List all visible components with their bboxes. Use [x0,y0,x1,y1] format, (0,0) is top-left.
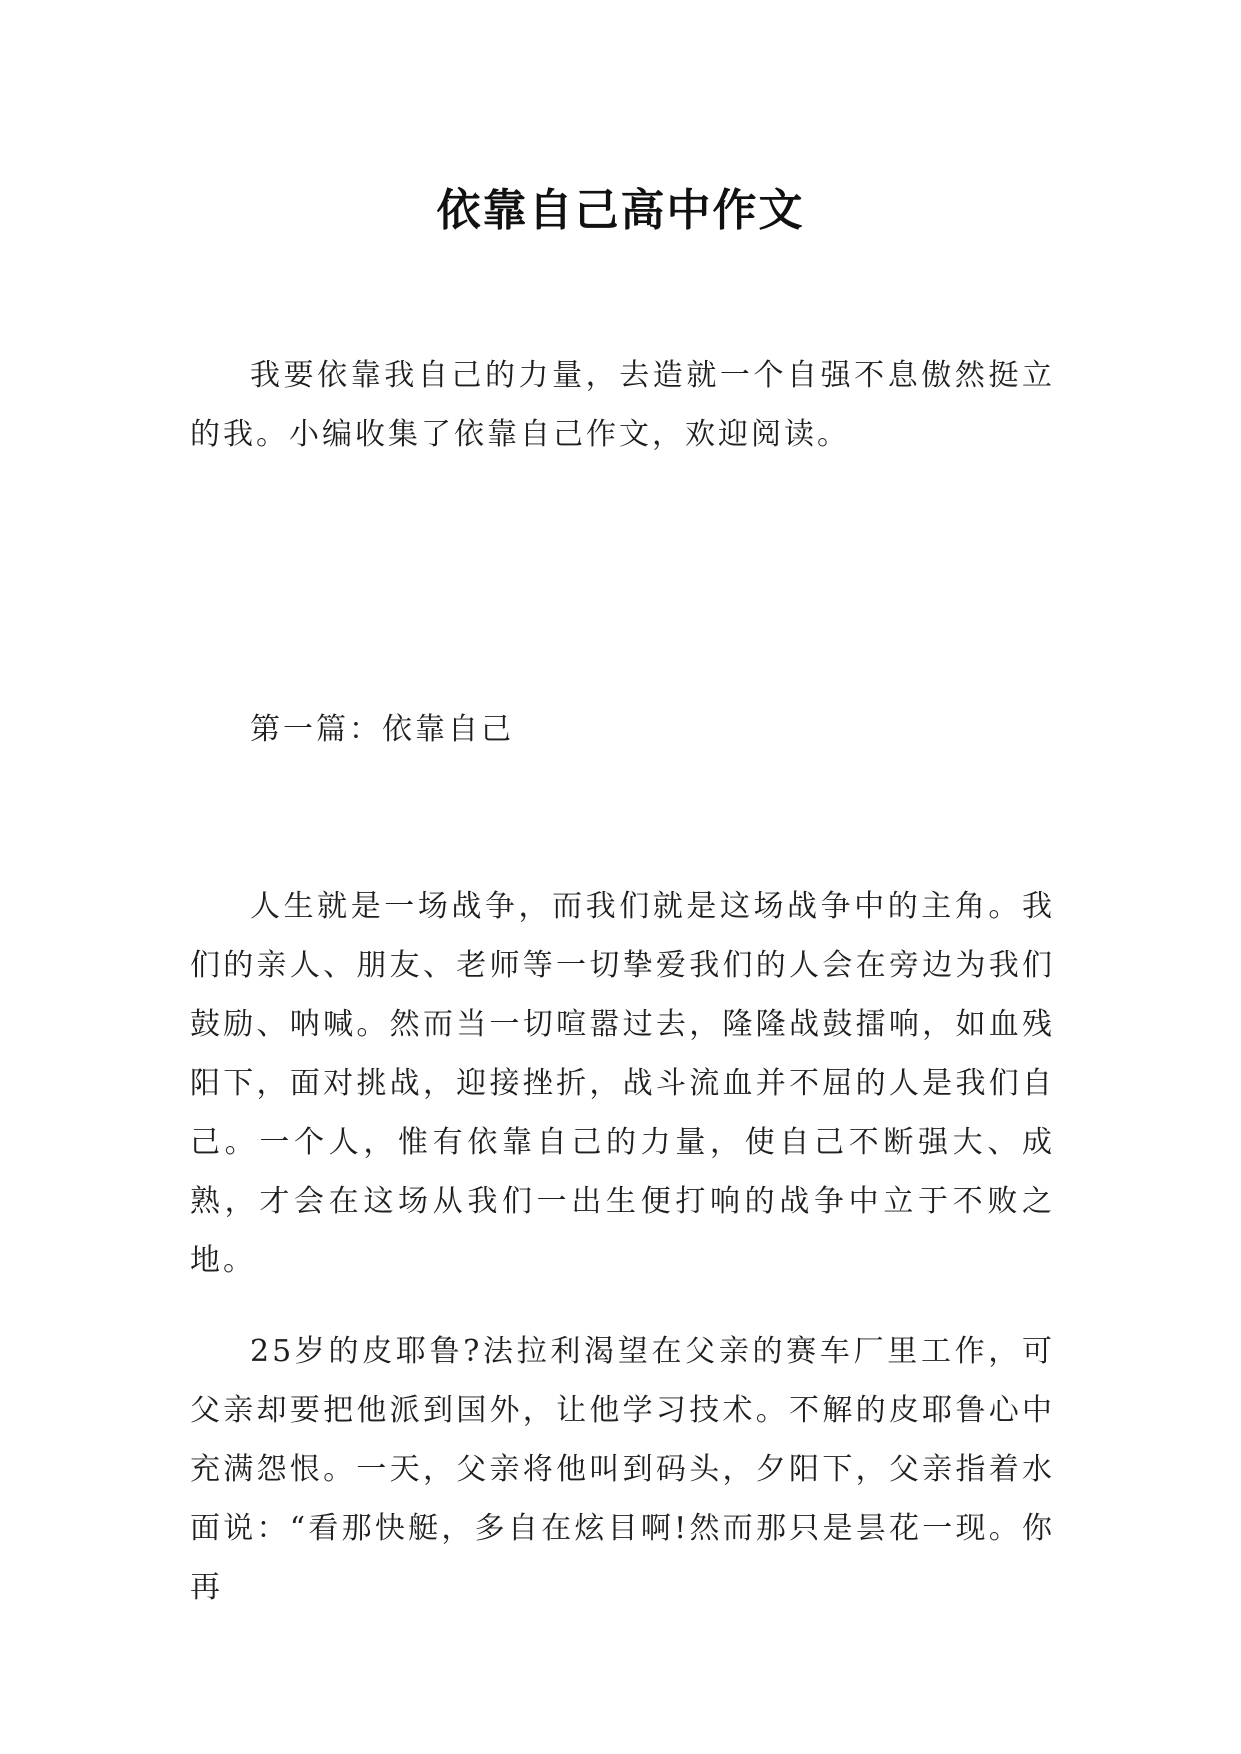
section-heading: 第一篇：依靠自己 [250,712,514,747]
body-paragraph: 25岁的皮耶鲁?法拉利渴望在父亲的赛车厂里工作，可父亲却要把他派到国外，让他学习技术。不解的皮耶鲁心中充满怨恨。一天，父亲将他叫到码头，夕阳下，父亲指着水面说：“看那快艇，多自在炫目啊!然而那只是昙花一现。你再 [190,1334,1055,1605]
document-title: 依靠自己高中作文 [436,185,805,237]
intro-paragraph: 我要依靠我自己的力量，去造就一个自强不息傲然挺立的我。小编收集了依靠自己作文，欢迎阅读。 [190,358,1055,452]
body-paragraph: 人生就是一场战争，而我们就是这场战争中的主角。我们的亲人、朋友、老师等一切挚爱我们的人会在旁边为我们鼓励、呐喊。然而当一切喧嚣过去，隆隆战鼓擂响，如血残阳下，面对挑战，迎接挫折，战斗流血并不屈的人是我们自己。一个人，惟有依靠自己的力量，使自己不断强大、成熟，才会在这场从我们一出生便打响的战争中立于不败之地。 [190,889,1055,1278]
